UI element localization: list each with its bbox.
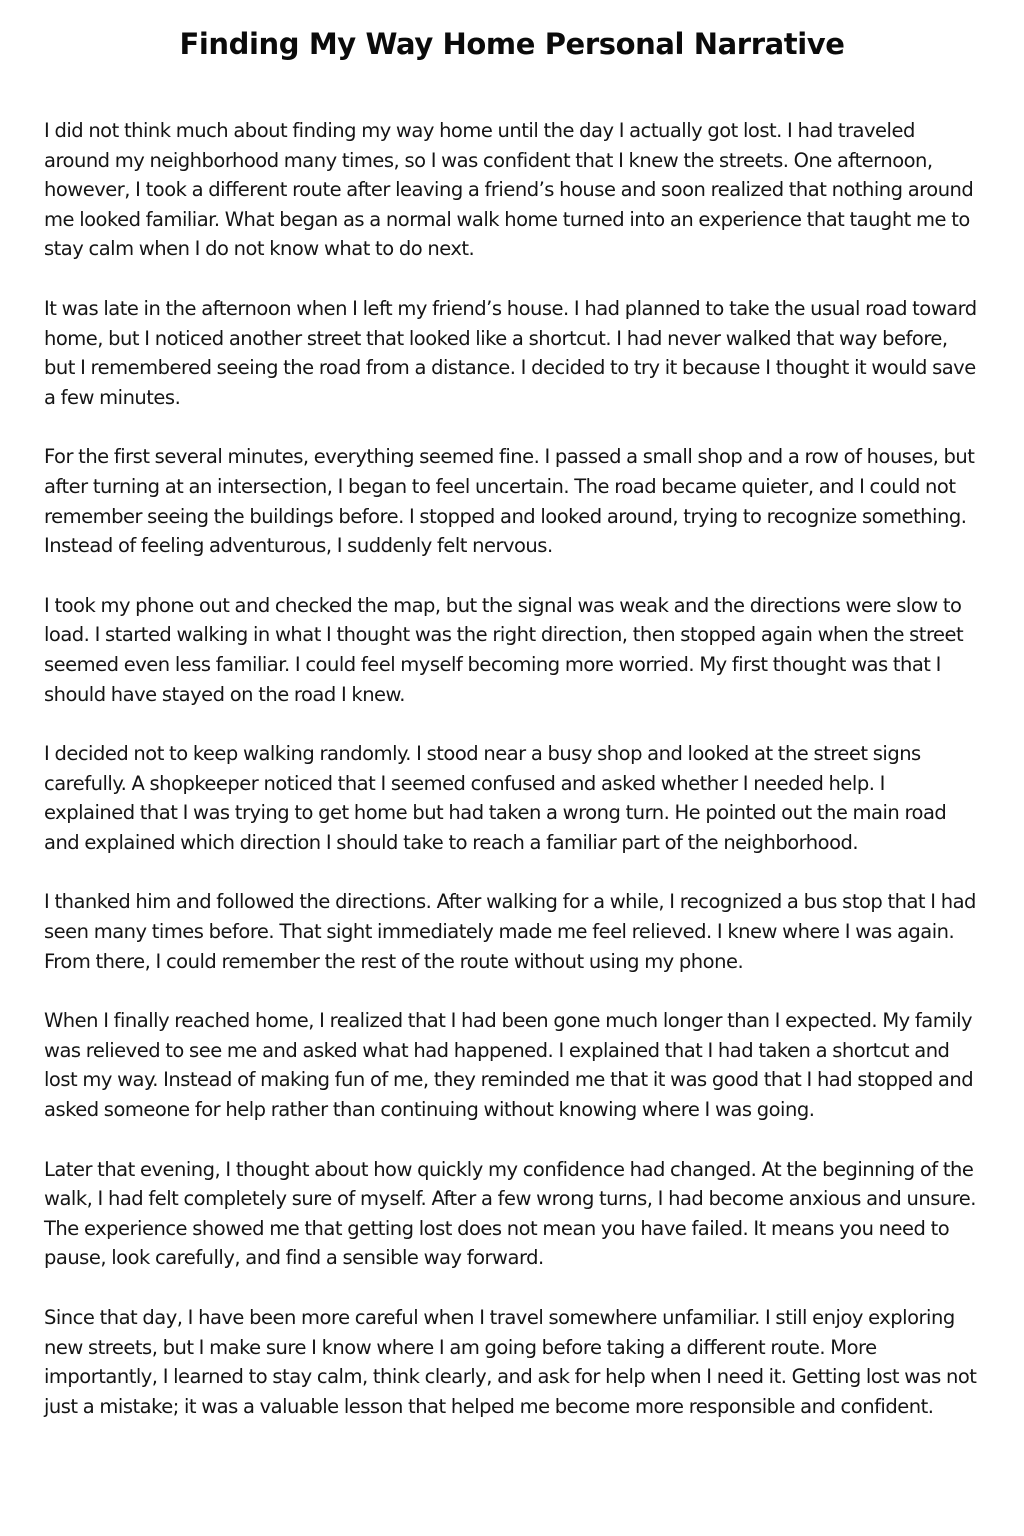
- paragraph-3: For the first several minutes, everything seemed fine. I passed a small shop and a row of houses, but after turning at an intersection, I began to feel uncertain. The road became quieter, and I could not remember seeing the buildings before. I stopped and looked around, trying to recognize something. Instead of feeling adventurous, I suddenly felt nervous.: [44, 445, 975, 558]
- paragraph-7: When I finally reached home, I realized that I had been gone much longer than I expected. My family was relieved to see me and asked what had happened. I explained that I had taken a shortcut and lost my way. Instead of making fun of me, they reminded me that it was good that I had stopped and asked someone for help rather than continuing without knowing where I was going.: [44, 1009, 974, 1122]
- document-title: Finding My Way Home Personal Narrative: [179, 27, 845, 61]
- paragraph-6: I thanked him and followed the directions. After walking for a while, I recognized a bus stop that I had seen many times before. That sight immediately made me feel relieved. I knew where I was again. From there, I could remember the rest of the route without using my phone.: [44, 890, 976, 973]
- narrative-body: [44, 116, 980, 1421]
- paragraph-1: I did not think much about finding my way home until the day I actually got lost. I had traveled around my neighborhood many times, so I was confident that I knew the streets. One afternoon, however, I took a different route after leaving a friend’s house and soon realized that nothing around me looked familiar. What began as a normal walk home turned into an experience that taught me to stay calm when I do not know what to do next.: [44, 119, 974, 261]
- paragraph-8: Later that evening, I thought about how quickly my confidence had changed. At the beginning of the walk, I had felt completely sure of myself. After a few wrong turns, I had become anxious and unsure. The experience showed me that getting lost does not mean you have failed. It means you need to pause, look carefully, and find a sensible way forward.: [44, 1157, 977, 1270]
- paragraph-5: I decided not to keep walking randomly. I stood near a busy shop and looked at the street signs carefully. A shopkeeper noticed that I seemed confused and asked whether I needed help. I explained that I was trying to get home but had taken a wrong turn. He pointed out the main road and explained which direction I should take to reach a familiar part of the neighborhood.: [44, 742, 947, 854]
- paragraph-4: I took my phone out and checked the map, but the signal was weak and the directions were slow to load. I started walking in what I thought was the right direction, then stopped again when the street seemed even less familiar. I could feel myself becoming more worried. My first thought was that I should have stayed on the road I knew.: [44, 593, 964, 706]
- paragraph-2: It was late in the afternoon when I left my friend’s house. I had planned to take the usual road toward home, but I noticed another street that looked like a shortcut. I had never walked that way before, but I remembered seeing the road from a distance. I decided to try it because I thought it would save a few minutes.: [44, 296, 977, 409]
- paragraph-9: Since that day, I have been more careful when I travel somewhere unfamiliar. I still enjoy exploring new streets, but I make sure I know where I am going before taking a different route. More importantly, I learned to stay calm, think clearly, and ask for help when I need it. Getting lost was not just a mistake; it was a valuable lesson that helped me become more responsible and confident.: [44, 1306, 977, 1418]
